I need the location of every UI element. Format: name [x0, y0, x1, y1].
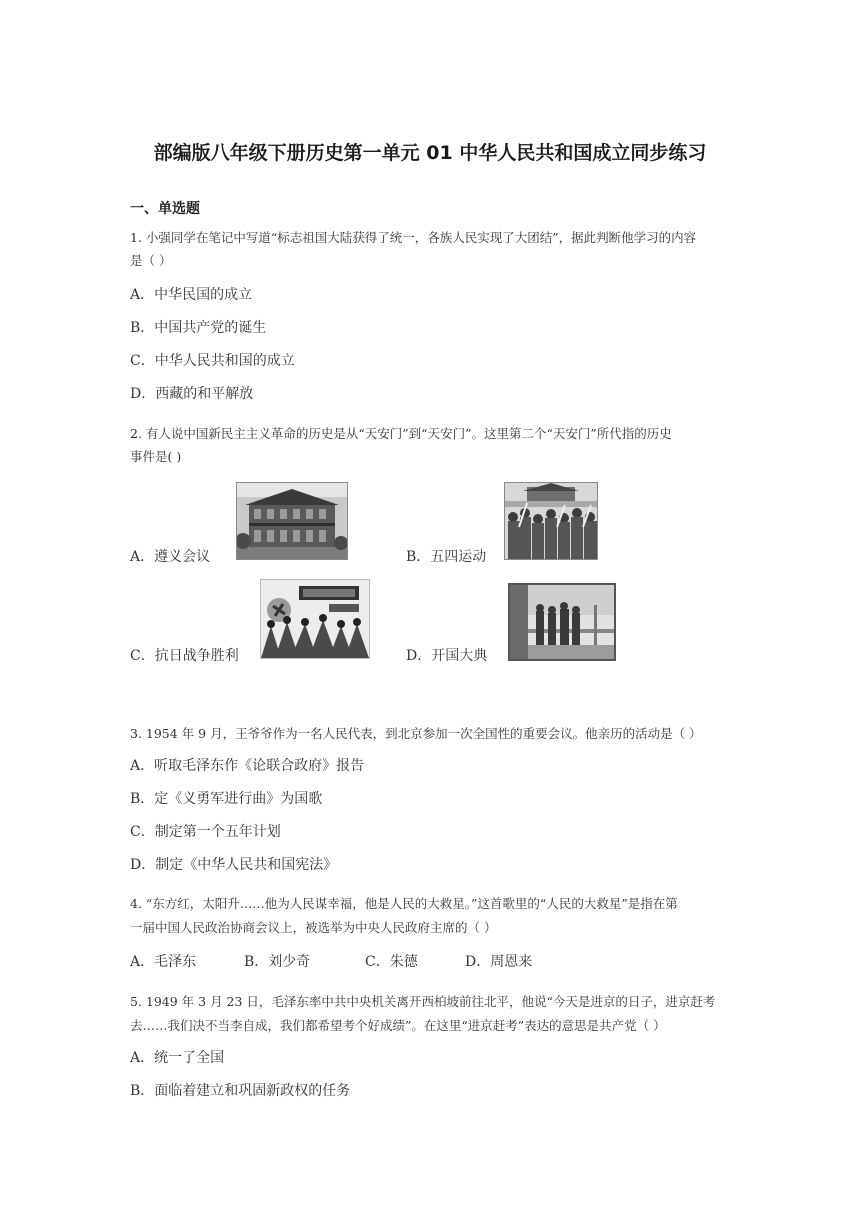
question-3-option-c: C．制定第一个五年计划 [130, 824, 281, 840]
question-3-text: 3. 1954 年 9 月，王爷爷作为一名人民代表，到北京参加一次全国性的重要会议。他亲历的活动是（ ） [130, 726, 702, 741]
question-1-text: 1. 小强同学在笔记中写道“标志祖国大陆获得了统一，各族人民实现了大团结”，据此判断他学习的内容 [130, 230, 697, 245]
question-4-text-cont: 一届中国人民政治协商会议上，被选举为中央人民政府主席的（ ） [130, 920, 497, 935]
building-photo [236, 482, 348, 560]
question-1-option-b: B．中国共产党的诞生 [130, 320, 267, 336]
question-4-option-d: D．周恩来 [465, 954, 533, 970]
question-1-option-c: C．中华人民共和国的成立 [130, 353, 295, 369]
question-1-option-d: D．西藏的和平解放 [130, 386, 254, 402]
question-4-text: 4. “东方红，太阳升……他为人民谋幸福，他是人民的大救星。”这首歌里的“人民的大救星”是指在第 [130, 896, 678, 911]
question-5-text-cont: 去……我们决不当李自成，我们都希望考个好成绩”。在这里“进京赶考”表达的意思是共产党（ ） [130, 1018, 666, 1033]
question-4-option-c: C．朱德 [365, 954, 418, 970]
document-title: 部编版八年级下册历史第一单元 01 中华人民共和国成立同步练习 [153, 142, 707, 164]
question-5-option-b: B．面临着建立和巩固新政权的任务 [130, 1083, 351, 1099]
question-5-option-a: A．统一了全国 [130, 1050, 225, 1066]
question-1-text-cont: 是（ ） [130, 253, 172, 268]
ceremony-photo [508, 583, 616, 661]
question-4-option-b: B．刘少奇 [244, 954, 311, 970]
question-4-option-a: A．毛泽东 [130, 954, 197, 970]
question-1-option-a: A．中华民国的成立 [130, 287, 253, 303]
section-heading: 一、单选题 [130, 201, 200, 217]
question-2-text-cont: 事件是( ) [130, 449, 182, 464]
question-2-option-b: B．五四运动 [406, 549, 487, 565]
victory-poster [260, 579, 370, 659]
question-5-text: 5. 1949 年 3 月 23 日，毛泽东率中共中央机关离开西柏坡前往北平，他说“今天是进京的日子，进京赶考 [130, 994, 716, 1009]
crowd-photo [504, 482, 598, 560]
question-2-option-a: A．遵义会议 [130, 549, 211, 565]
question-3-option-a: A．听取毛泽东作《论联合政府》报告 [130, 758, 365, 774]
question-2-text: 2. 有人说中国新民主主义革命的历史是从“天安门”到“天安门”。这里第二个“天安门”所代指的历史 [130, 426, 672, 441]
question-2-option-c: C．抗日战争胜利 [130, 648, 239, 664]
question-3-option-d: D．制定《中华人民共和国宪法》 [130, 857, 338, 873]
question-2-option-d: D．开国大典 [406, 648, 488, 664]
question-3-option-b: B．定《义勇军进行曲》为国歌 [130, 791, 323, 807]
